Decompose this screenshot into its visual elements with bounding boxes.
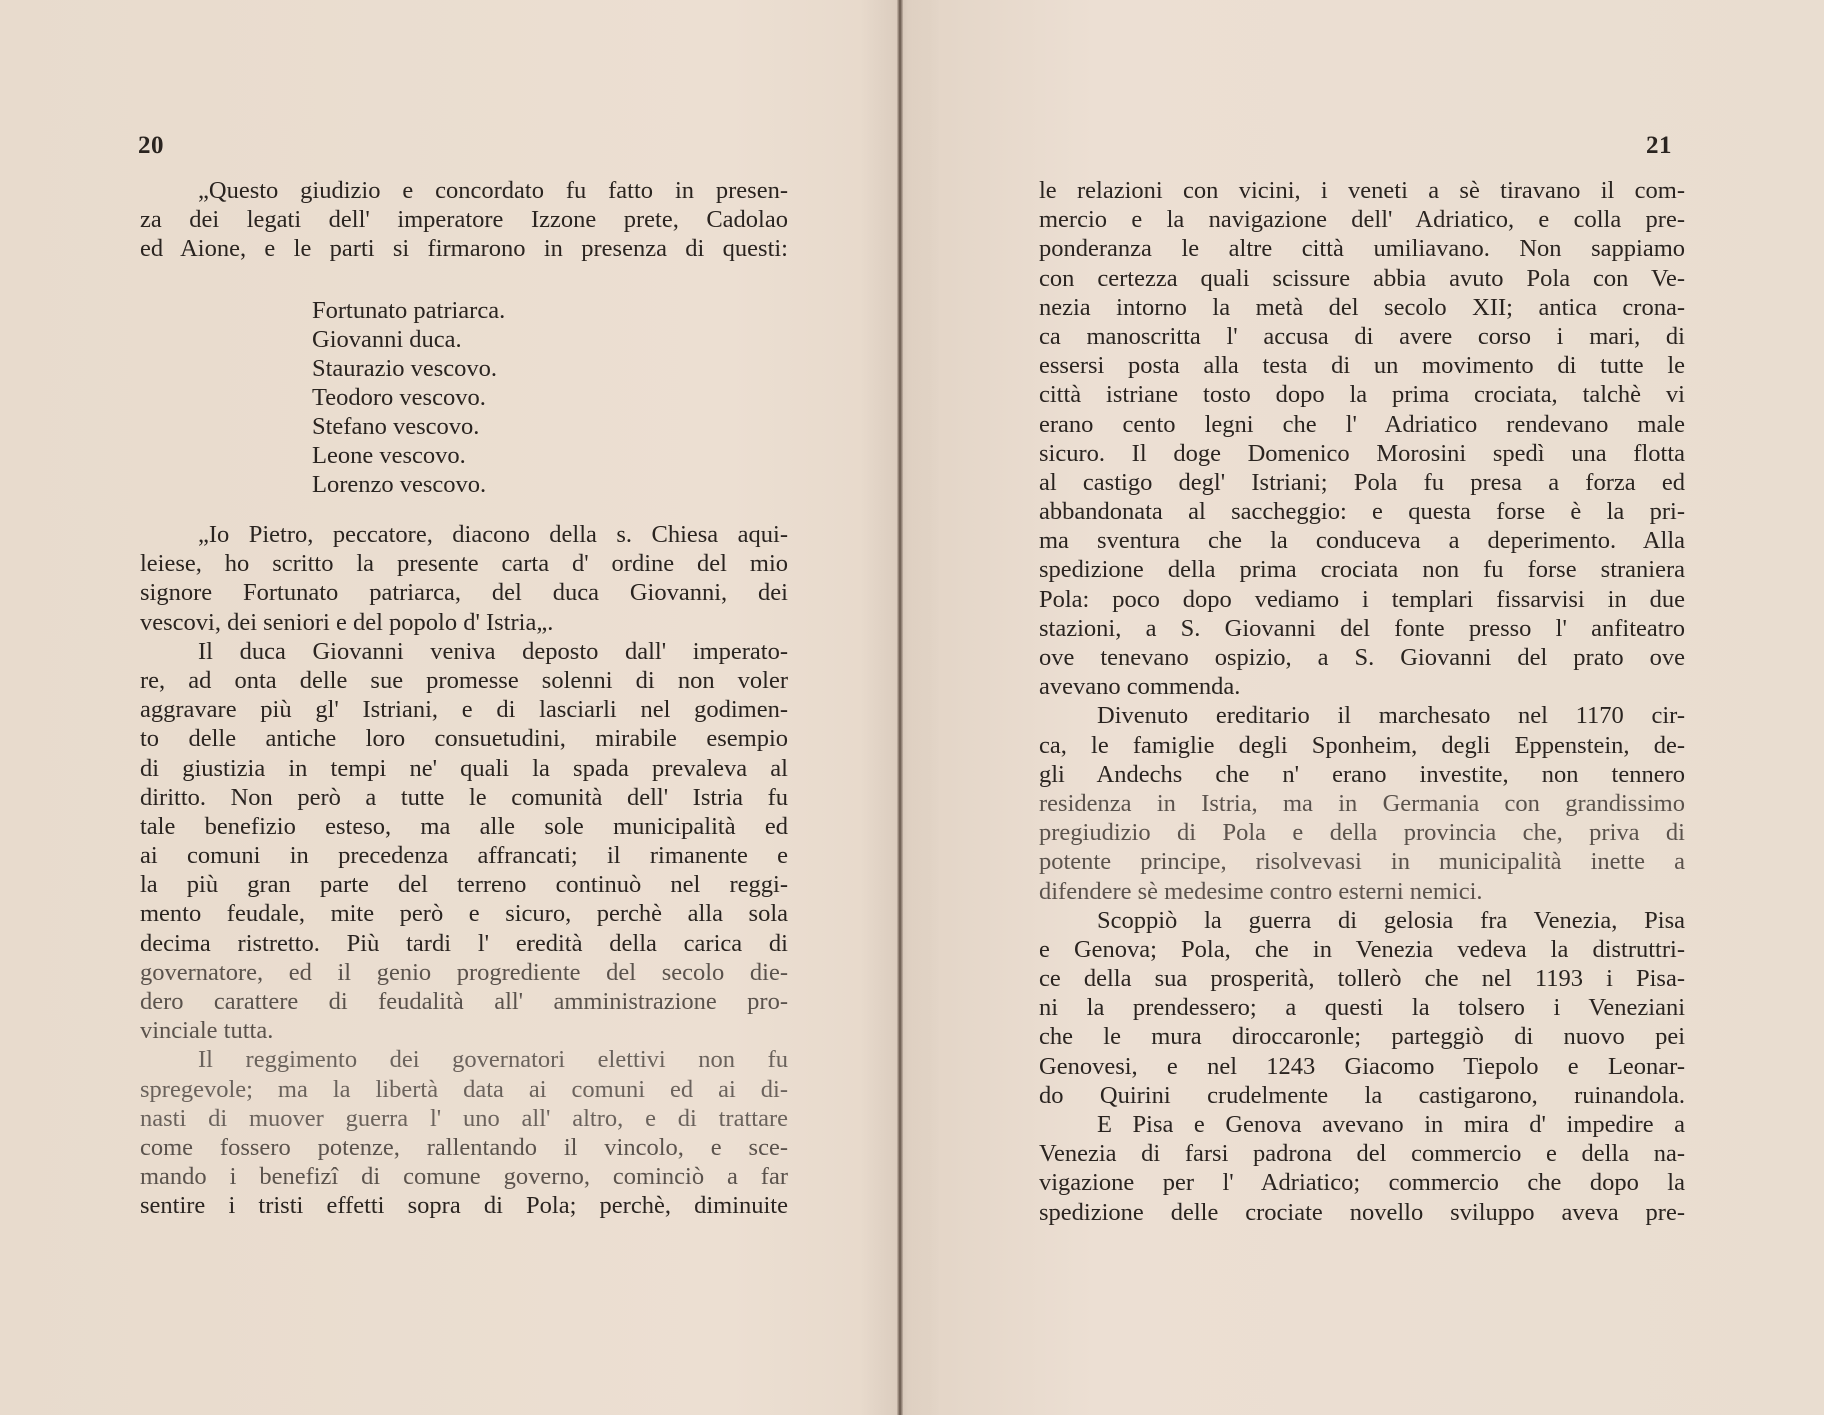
text-line: vigazione per l' Adriatico; commercio che dopo la xyxy=(1039,1169,1685,1197)
text-line: ca, le famiglie degli Sponheim, degli Eppenstein, de- xyxy=(1039,731,1685,759)
text-line: con certezza quali scissure abbia avuto Pola con Ve- xyxy=(1039,264,1685,292)
text-line: mento feudale, mite però e sicuro, perchè alla sola xyxy=(140,900,788,928)
text-line: potente principe, risolvevasi in municipalità inette a xyxy=(1039,848,1685,876)
signatory: Leone vescovo. xyxy=(312,442,466,469)
text-line: sentire i tristi effetti sopra di Pola; perchè, diminuite xyxy=(140,1192,788,1220)
text-line: Scoppiò la guerra di gelosia fra Venezia, Pisa xyxy=(1097,906,1685,934)
text-line: ponderanza le altre città umiliavano. Non sappiamo xyxy=(1039,235,1685,263)
text-line: ove tenevano ospizio, a S. Giovanni del prato ove xyxy=(1039,644,1685,671)
signatory: Fortunato patriarca. xyxy=(312,297,506,324)
text-line: ce della sua prosperità, tollerò che nel 1193 i Pisa- xyxy=(1039,965,1685,993)
text-line: spregevole; ma la libertà data ai comuni ed ai di- xyxy=(140,1075,788,1103)
text-line: al castigo degl' Istriani; Pola fu presa a forza ed xyxy=(1039,468,1685,496)
text-line: E Pisa e Genova avevano in mira d' impedire a xyxy=(1097,1111,1685,1138)
text-line: vescovi, dei seniori e del popolo d' Istria„. xyxy=(140,608,554,636)
left-page xyxy=(0,0,897,1415)
signatory: Staurazio vescovo. xyxy=(312,355,498,382)
paragraph-questo-giudizio xyxy=(140,176,788,264)
text-line: mercio e la navigazione dell' Adriatico, e colla pre- xyxy=(1039,206,1685,234)
text-line: mando i benefizî di comune governo, cominciò a far xyxy=(140,1163,788,1191)
text-line: difendere sè medesime contro esterni nemici. xyxy=(1039,877,1483,905)
text-line: dero carattere di feudalità all' amministrazione pro- xyxy=(140,988,788,1015)
text-line: ca manoscritta l' accusa di avere corso i mari, di xyxy=(1039,322,1685,350)
text-line: erano cento legni che l' Adriatico rendevano male xyxy=(1039,410,1685,438)
text-line: Venezia di farsi padrona del commercio e della na- xyxy=(1039,1140,1685,1168)
text-line: e Genova; Pola, che in Venezia vedeva la distruttri- xyxy=(1039,935,1685,963)
text-line: tale benefizio esteso, ma alle sole municipalità ed xyxy=(140,812,788,840)
text-line: leiese, ho scritto la presente carta d' ordine del mio xyxy=(140,550,788,578)
text-line: di giustizia in tempi ne' quali la spada prevaleva al xyxy=(140,754,788,782)
text-line: la più gran parte del terreno continuò nel reggi- xyxy=(140,871,788,899)
text-line: vinciale tutta. xyxy=(140,1017,274,1045)
text-line: nasti di muover guerra l' uno all' altro, e di trattare xyxy=(140,1104,788,1132)
paragraph-main-text xyxy=(1039,176,1685,1227)
page-number: 21 xyxy=(1646,132,1672,159)
text-line: pregiudizio di Pola e della provincia che, priva di xyxy=(1039,819,1685,847)
text-line: Genovesi, e nel 1243 Giacomo Tiepolo e Leonar- xyxy=(1039,1052,1685,1080)
text-line: sicuro. Il doge Domenico Morosini spedì una flotta xyxy=(1039,439,1685,467)
text-line: signore Fortunato patriarca, del duca Giovanni, dei xyxy=(140,579,788,607)
text-line: aggravare più gl' Istriani, e di lasciarli nel godimen- xyxy=(140,696,788,724)
text-line: gli Andechs che n' erano investite, non tennero xyxy=(1039,760,1685,788)
text-line: spedizione delle crociate novello sviluppo aveva pre- xyxy=(1039,1198,1685,1226)
signatory: Lorenzo vescovo. xyxy=(312,471,487,498)
signatories-list xyxy=(312,296,505,499)
paragraph-main-text xyxy=(140,520,788,1221)
signatory: Teodoro vescovo. xyxy=(312,384,486,411)
text-line: „Io Pietro, peccatore, diacono della s. Chiesa aqui- xyxy=(198,521,788,548)
text-line: stazioni, a S. Giovanni del fonte presso l' anfiteatro xyxy=(1039,614,1685,642)
text-line: residenza in Istria, ma in Germania con grandissimo xyxy=(1039,789,1685,817)
page-number: 20 xyxy=(138,132,164,159)
text-line: ai comuni in precedenza affrancati; il rimanente e xyxy=(140,842,788,870)
text-line: Divenuto ereditario il marchesato nel 1170 cir- xyxy=(1097,702,1685,730)
text-line: avevano commenda. xyxy=(1039,673,1241,701)
text-line: to delle antiche loro consuetudini, mirabile esempio xyxy=(140,725,788,753)
text-line: re, ad onta delle sue promesse solenni di non voler xyxy=(140,666,788,694)
text-line: città istriane tosto dopo la prima crociata, talchè vi xyxy=(1039,381,1685,409)
text-line: che le mura diroccaronle; parteggiò di nuovo pei xyxy=(1039,1023,1685,1051)
text-line: za dei legati dell' imperatore Izzone prete, Cadolao xyxy=(140,206,788,234)
text-line: spedizione della prima crociata non fu forse straniera xyxy=(1039,556,1685,584)
text-line: ed Aione, e le parti si firmarono in presenza di questi: xyxy=(140,235,788,263)
signatory: Stefano vescovo. xyxy=(312,413,480,440)
text-line: governatore, ed il genio progrediente del secolo die- xyxy=(140,958,788,986)
text-line: Pola: poco dopo vediamo i templari fissarvisi in due xyxy=(1039,585,1685,613)
text-line: ni la prendessero; a questi la tolsero i Veneziani xyxy=(1039,994,1685,1022)
text-line: decima ristretto. Più tardi l' eredità della carica di xyxy=(140,929,788,957)
text-line: le relazioni con vicini, i veneti a sè tiravano il com- xyxy=(1039,177,1685,204)
text-line: nezia intorno la metà del secolo XII; antica crona- xyxy=(1039,293,1685,321)
text-line: essersi posta alla testa di un movimento di tutte le xyxy=(1039,352,1685,380)
text-line: ma sventura che la conduceva a deperimento. Alla xyxy=(1039,527,1685,555)
text-line: Il reggimento dei governatori elettivi non fu xyxy=(198,1046,788,1074)
text-line: Il duca Giovanni veniva deposto dall' imperato- xyxy=(198,637,788,665)
signatory: Giovanni duca. xyxy=(312,326,462,353)
right-page xyxy=(903,0,1824,1415)
text-line: „Questo giudizio e concordato fu fatto in presen- xyxy=(198,177,788,204)
text-line: abbandonata al saccheggio: e questa forse è la pri- xyxy=(1039,498,1685,526)
text-line: do Quirini crudelmente la castigarono, ruinandola. xyxy=(1039,1081,1685,1109)
text-line: come fossero potenze, rallentando il vincolo, e sce- xyxy=(140,1133,788,1161)
text-line: diritto. Non però a tutte le comunità dell' Istria fu xyxy=(140,783,788,811)
